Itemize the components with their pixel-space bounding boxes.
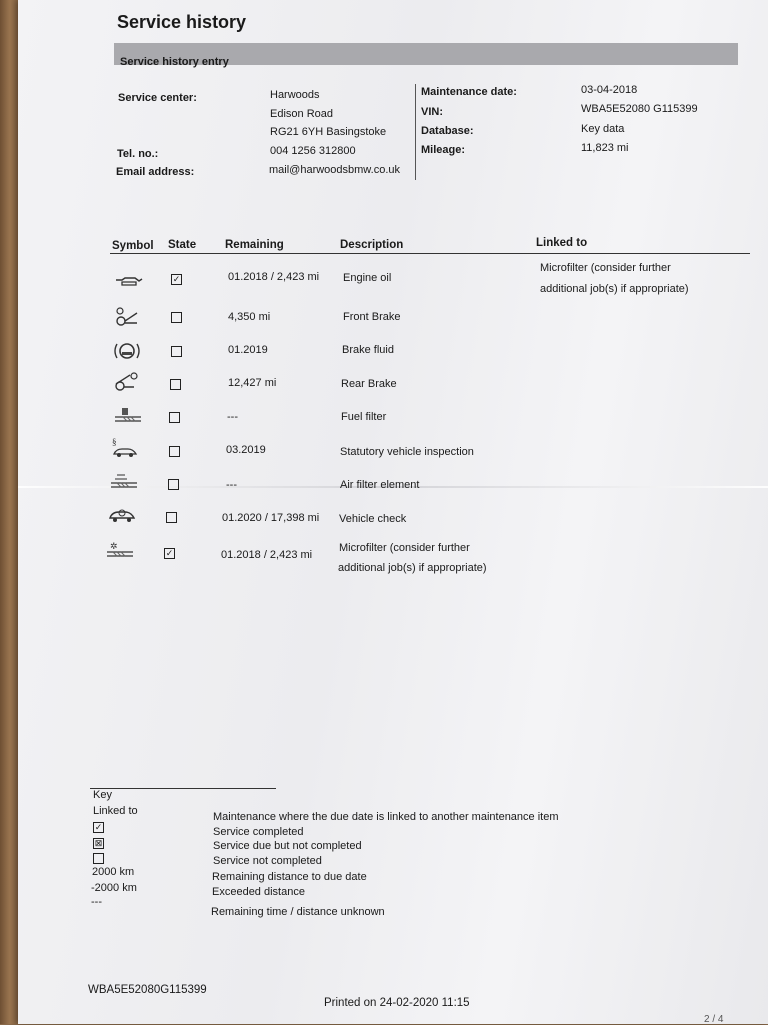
state-checkbox-brake-fluid [171, 346, 182, 357]
description-rear-brake: Rear Brake [341, 378, 397, 390]
page-number: 2 / 4 [704, 1014, 724, 1025]
key-symbol-unknown: --- [91, 896, 102, 908]
remaining-engine-oil: 01.2018 / 2,423 mi [228, 271, 320, 283]
mileage-value: 11,823 mi [581, 142, 629, 154]
key-symbol-exceeded: -2000 km [91, 882, 137, 894]
state-checkbox-vehicle-inspection [169, 446, 180, 457]
svg-text:✲: ✲ [110, 541, 118, 551]
tel-label: Tel. no.: [117, 148, 159, 160]
key-meaning-unknown: Remaining time / distance unknown [211, 906, 385, 918]
empty-box-icon [93, 853, 104, 864]
remaining-vehicle-check: 01.2020 / 17,398 mi [222, 512, 320, 524]
checked-box-icon: ✓ [94, 822, 103, 832]
key-title: Key [93, 789, 112, 801]
service-center-label: Service center: [118, 92, 197, 104]
svg-text:§: § [112, 437, 117, 447]
vehicle-check-icon [107, 504, 137, 526]
key-meaning-not-completed: Service not completed [213, 855, 322, 867]
remaining-vehicle-inspection: 03.2019 [226, 444, 266, 456]
state-checkbox-engine-oil: ✓ [172, 274, 181, 284]
state-checkbox-front-brake [171, 312, 182, 323]
engine-oil-icon [113, 270, 143, 292]
description-microfilter-line1: Microfilter (consider further [339, 542, 470, 554]
description-fuel-filter: Fuel filter [341, 411, 387, 423]
key-rule [90, 788, 276, 789]
key-meaning-completed: Service completed [213, 826, 304, 838]
database-label: Database: [421, 125, 474, 137]
info-divider [415, 84, 416, 180]
description-vehicle-inspection: Statutory vehicle inspection [340, 446, 474, 458]
mileage-label: Mileage: [421, 144, 466, 156]
key-meaning-linked-to: Maintenance where the due date is linked to another maintenance item [213, 811, 559, 823]
footer-vin: WBA5E52080G115399 [88, 984, 207, 996]
fuel-filter-icon [113, 405, 143, 427]
description-vehicle-check: Vehicle check [339, 513, 407, 525]
database-value: Key data [581, 123, 625, 135]
state-checkbox-air-filter [168, 479, 179, 490]
key-meaning-distance: Remaining distance to due date [212, 871, 367, 883]
email-label: Email address: [116, 166, 195, 178]
state-checkbox-vehicle-check [166, 512, 177, 523]
air-filter-icon [109, 471, 139, 493]
vin-label: VIN: [421, 106, 443, 118]
description-front-brake: Front Brake [343, 311, 401, 323]
remaining-rear-brake: 12,427 mi [228, 377, 277, 389]
footer-printed: Printed on 24-02-2020 11:15 [324, 997, 470, 1009]
key-meaning-due: Service due but not completed [213, 840, 362, 852]
key-meaning-exceeded: Exceeded distance [212, 886, 305, 898]
col-header-description: Description [340, 239, 404, 251]
description-microfilter-line2: additional job(s) if appropriate) [338, 562, 487, 574]
state-checkbox-microfilter: ✓ [165, 548, 174, 558]
state-checkbox-fuel-filter [169, 412, 180, 423]
remaining-microfilter: 01.2018 / 2,423 mi [221, 549, 313, 561]
col-header-linked-to: Linked to [536, 237, 588, 249]
col-header-remaining: Remaining [225, 239, 284, 251]
email-value: mail@harwoodsbmw.co.uk [269, 164, 400, 176]
entry-header-label: Service history entry [120, 56, 229, 68]
page-title: Service history [117, 12, 247, 32]
header-rule [110, 253, 750, 254]
key-symbol-distance: 2000 km [92, 866, 135, 878]
state-checkbox-rear-brake [170, 379, 181, 390]
document-page [18, 0, 768, 1024]
key-symbol-linked-to: Linked to [93, 805, 138, 817]
rear-brake-icon [112, 370, 142, 392]
service-center-street: Edison Road [270, 108, 333, 120]
description-air-filter: Air filter element [340, 479, 420, 491]
description-brake-fluid: Brake fluid [342, 344, 394, 356]
col-header-symbol: Symbol [112, 240, 154, 252]
vin-value: WBA5E52080 G115399 [581, 103, 698, 115]
service-center-city: RG21 6YH Basingstoke [270, 126, 387, 138]
crossed-box-icon: ⊠ [94, 838, 103, 848]
front-brake-icon [112, 306, 142, 328]
remaining-front-brake: 4,350 mi [228, 311, 271, 323]
service-center-name: Harwoods [270, 89, 320, 101]
microfilter-icon [105, 540, 135, 562]
remaining-fuel-filter: --- [227, 411, 238, 423]
col-header-state: State [168, 239, 197, 251]
tel-value: 004 1256 312800 [270, 145, 356, 157]
remaining-air-filter: --- [226, 479, 237, 491]
maintenance-date-value: 03-04-2018 [581, 84, 638, 96]
remaining-brake-fluid: 01.2019 [228, 344, 268, 356]
maintenance-date-label: Maintenance date: [421, 86, 517, 98]
brake-fluid-icon [112, 340, 142, 362]
description-engine-oil: Engine oil [343, 272, 392, 284]
linked-engine-oil-line1: Microfilter (consider further [540, 262, 671, 274]
vehicle-inspection-icon [110, 437, 140, 459]
linked-engine-oil-line2: additional job(s) if appropriate) [540, 283, 689, 295]
